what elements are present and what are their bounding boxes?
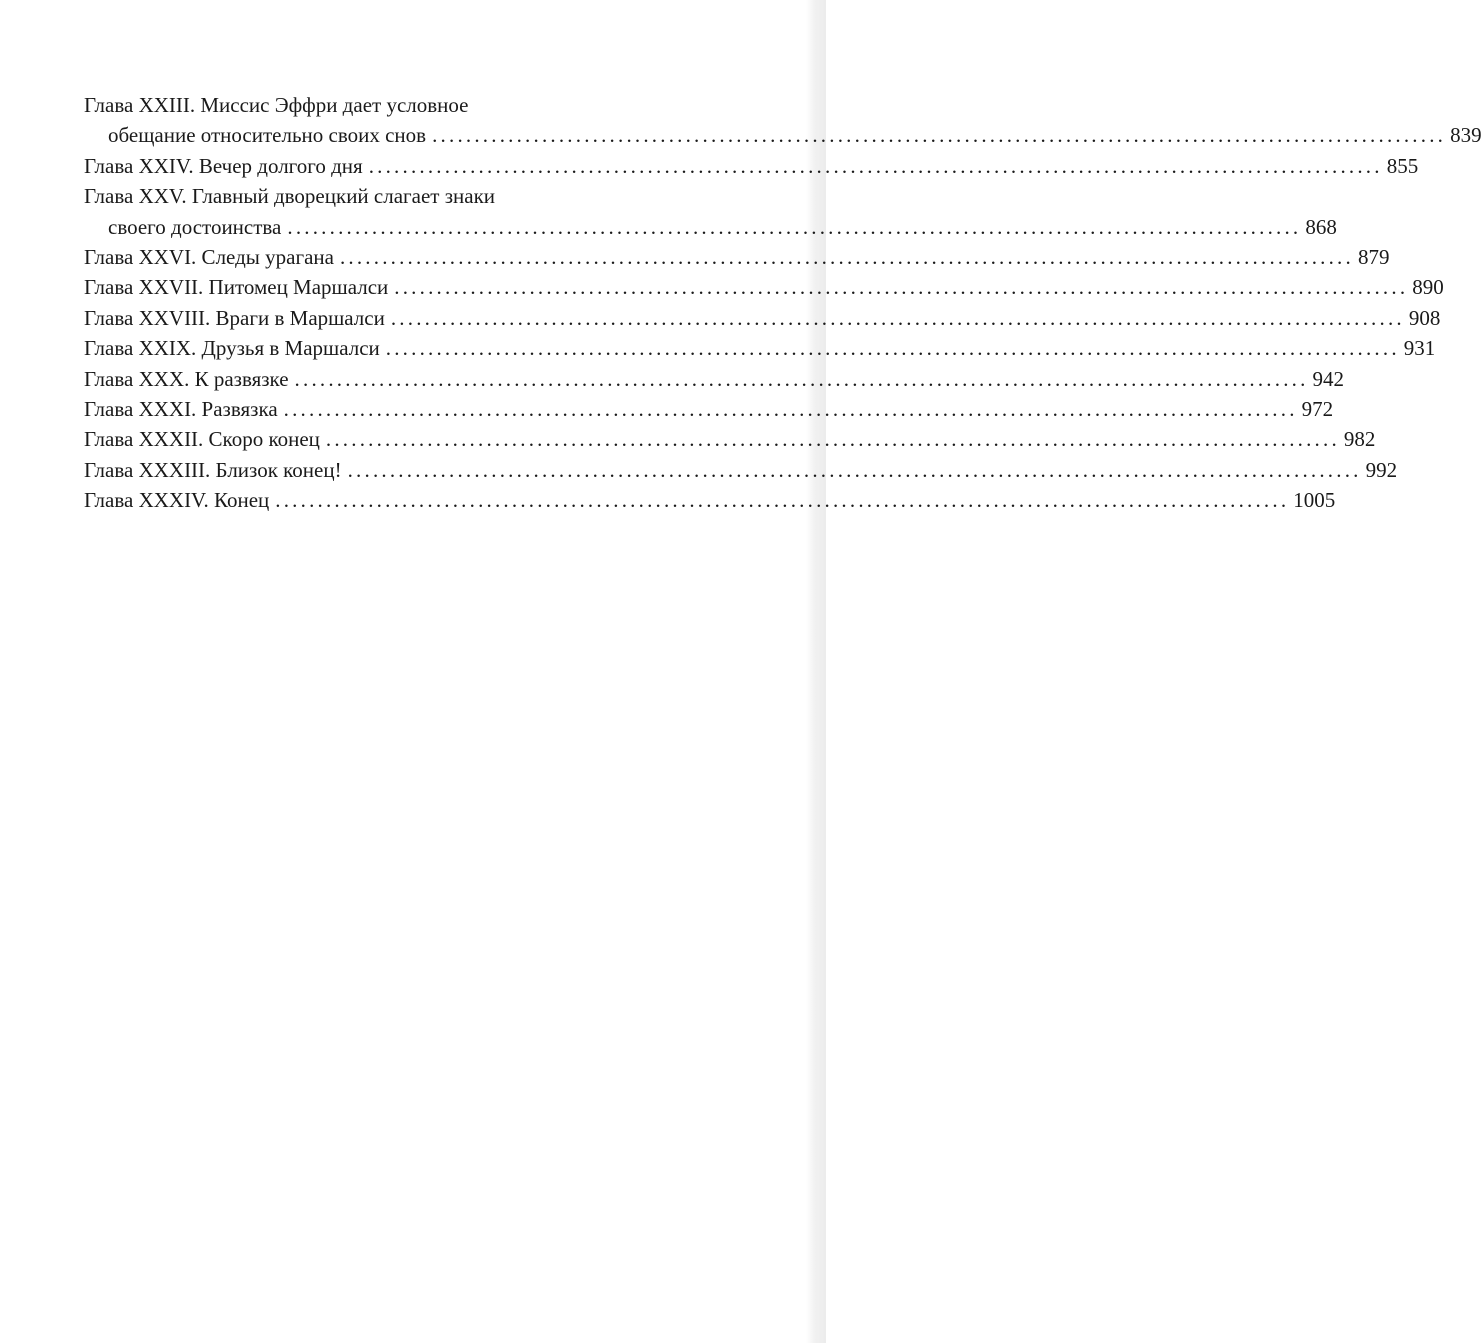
- toc-entry-page-number: 972: [1301, 396, 1334, 421]
- toc-entry-page-number: 890: [1412, 275, 1444, 300]
- toc-entry-title: Глава XXX. К развязке: [84, 366, 289, 391]
- toc-entry-page-number: 839: [1450, 123, 1482, 148]
- toc-entry-page-number: 982: [1343, 427, 1376, 452]
- toc-entry-page-number: 879: [1357, 244, 1390, 269]
- dot-leader: ........................................................................................................................: [287, 214, 1302, 239]
- toc-entry-page-number: 908: [1408, 305, 1441, 330]
- toc-entry-page-number: 1005: [1293, 488, 1336, 513]
- toc-entry-first-line: [84, 181, 687, 211]
- toc-entry-title: Глава XXXI. Развязка: [84, 396, 278, 421]
- toc-entry-chapter-25[interactable]: [84, 181, 1337, 242]
- toc-entry-chapter-29[interactable]: [84, 333, 1436, 363]
- toc-entry-page-number: 942: [1312, 366, 1345, 391]
- dot-leader: ........................................................................................................................: [283, 396, 1298, 421]
- toc-entry-line: [84, 333, 1436, 363]
- dot-leader: ........................................................................................................................: [394, 275, 1409, 300]
- toc-entry-title: Глава XXXIII. Близок конец!: [84, 457, 342, 482]
- toc-entry-title: Глава XXIX. Друзья в Маршалси: [84, 336, 380, 361]
- dot-leader: ........................................................................................................................: [432, 123, 1447, 148]
- toc-entry-page-number: 868: [1305, 214, 1337, 239]
- toc-entry-continuation-line: [84, 212, 1337, 242]
- table-of-contents: [84, 90, 1482, 515]
- toc-entry-chapter-31[interactable]: [84, 394, 1334, 424]
- toc-entry-chapter-28[interactable]: [84, 303, 1441, 333]
- toc-entry-page-number: 992: [1365, 457, 1398, 482]
- toc-entry-chapter-32[interactable]: [84, 424, 1376, 454]
- dot-leader: ........................................................................................................................: [294, 366, 1309, 391]
- toc-entry-line: [84, 485, 1336, 515]
- toc-entry-title: Глава XXVIII. Враги в Маршалси: [84, 305, 385, 330]
- toc-entry-line: [84, 394, 1334, 424]
- toc-entry-line: [84, 364, 1345, 394]
- toc-entry-chapter-23[interactable]: [84, 90, 1482, 151]
- toc-entry-title: Глава XXIII. Миссис Эффри дает условное: [84, 93, 469, 117]
- toc-entry-title-continuation: обещание относительно своих снов: [108, 123, 427, 148]
- page-edge-shadow: [806, 0, 826, 1343]
- toc-entry-line: [84, 424, 1376, 454]
- dot-leader: ........................................................................................................................: [347, 457, 1362, 482]
- dot-leader: ........................................................................................................................: [339, 244, 1354, 269]
- toc-entry-line: [84, 242, 1390, 272]
- toc-entry-line: [84, 272, 1444, 302]
- toc-entry-chapter-27[interactable]: [84, 272, 1444, 302]
- dot-leader: ........................................................................................................................: [390, 305, 1405, 330]
- toc-entry-title: Глава XXVI. Следы урагана: [84, 244, 334, 269]
- dot-leader: ........................................................................................................................: [275, 488, 1290, 513]
- toc-entry-title: Глава XXXIV. Конец: [84, 488, 270, 513]
- dot-leader: ........................................................................................................................: [368, 153, 1383, 178]
- toc-entry-line: [84, 151, 1419, 181]
- toc-entry-first-line: [84, 90, 687, 120]
- toc-entry-title: Глава XXV. Главный дворецкий слагает знаки: [84, 184, 496, 209]
- toc-entry-page-number: 931: [1403, 336, 1436, 361]
- toc-entry-chapter-24[interactable]: [84, 151, 1419, 181]
- toc-entry-chapter-34[interactable]: [84, 485, 1336, 515]
- toc-entry-title: Глава XXVII. Питомец Маршалси: [84, 275, 389, 300]
- toc-entry-line: [84, 303, 1441, 333]
- toc-entry-chapter-30[interactable]: [84, 364, 1345, 394]
- toc-entry-chapter-33[interactable]: [84, 455, 1398, 485]
- dot-leader: ........................................................................................................................: [325, 427, 1340, 452]
- toc-entry-title: Глава XXIV. Вечер долгого дня: [84, 153, 363, 178]
- dot-leader: ........................................................................................................................: [385, 336, 1400, 361]
- toc-entry-line: [84, 455, 1398, 485]
- toc-entry-continuation-line: [84, 120, 1482, 150]
- toc-entry-chapter-26[interactable]: [84, 242, 1390, 272]
- toc-entry-page-number: 855: [1386, 153, 1419, 178]
- toc-entry-title-continuation: своего достоинства: [108, 214, 282, 239]
- toc-entry-title: Глава XXXII. Скоро конец: [84, 427, 320, 452]
